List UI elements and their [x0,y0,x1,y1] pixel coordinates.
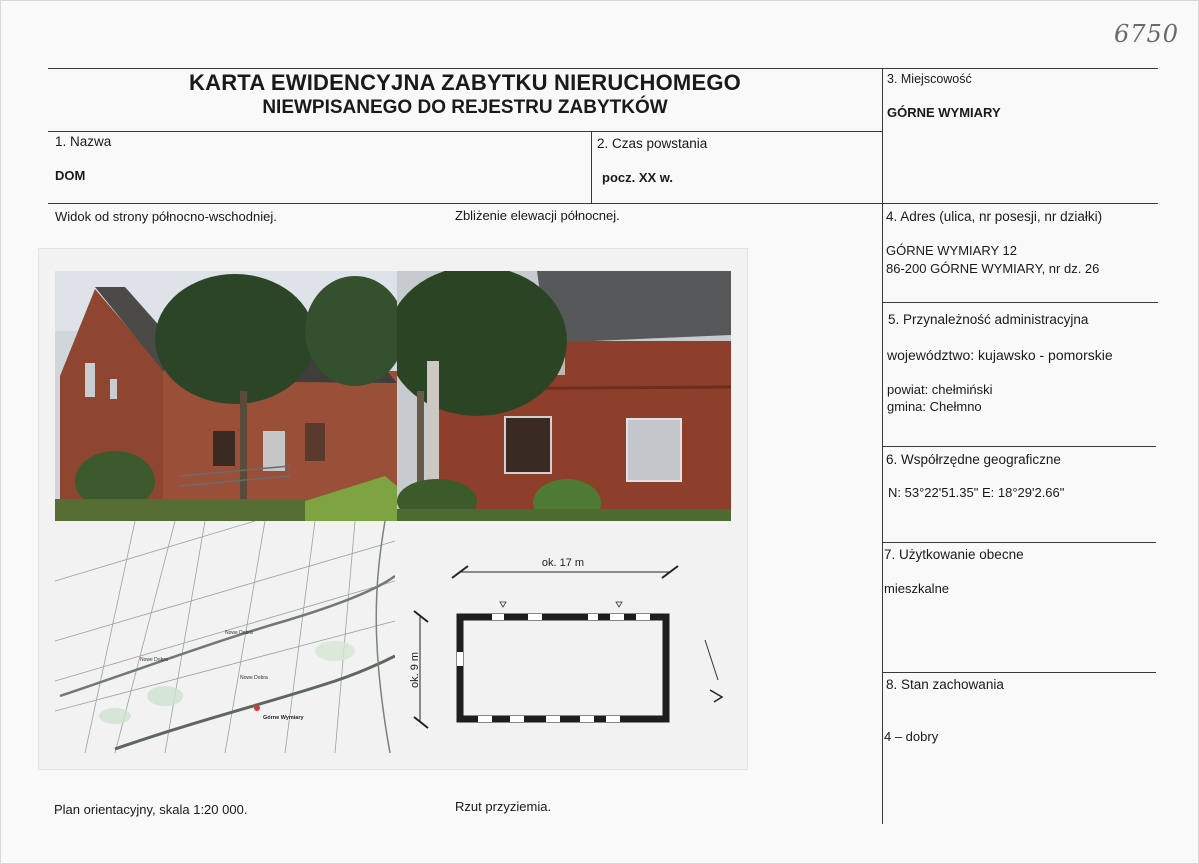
view1-caption: Widok od strony północno-wschodniej. [55,209,277,224]
address-bottom-rule [882,302,1158,303]
period-divider [591,131,592,203]
usage-bottom-rule [882,672,1156,673]
house-photo-northeast [55,271,397,521]
period-value: pocz. XX w. [602,170,674,185]
period-label: 2. Czas powstania [597,136,708,151]
card-subtitle: NIEWPISANEGO DO REJESTRU ZABYTKÓW [262,97,668,118]
width-dimension-label: ok. 17 m [541,557,585,569]
locality-label: 3. Miejscowość [887,72,972,86]
floor-plan [400,540,740,760]
name-value: DOM [55,168,86,183]
map-label-3: Nowe Dobra [240,675,268,681]
admin-bottom-rule [882,446,1156,447]
map-label-1: Nowe Dobra [225,630,253,636]
right-column-rule [882,68,883,824]
usage-label: 7. Użytkowanie obecne [884,547,1024,562]
usage-value: mieszkalne [884,581,950,596]
view2-caption: Zbliżenie elewacji północnej. [455,208,620,223]
condition-value: 4 – dobry [884,729,939,744]
orientation-map [55,521,395,753]
floor-caption: Rzut przyziemia. [455,799,552,814]
address-line1: GÓRNE WYMIARY 12 [886,243,1017,258]
coords-bottom-rule [882,542,1156,543]
county-value: powiat: chełmiński [887,382,993,397]
name-bottom-rule [48,203,1158,204]
admin-label: 5. Przynależność administracyjna [888,312,1089,327]
map-label-4: Górne Wymiary [263,715,304,721]
condition-label: 8. Stan zachowania [886,677,1004,692]
name-label: 1. Nazwa [55,134,112,149]
voivodeship-value: województwo: kujawsko - pomorskie [887,347,1113,363]
house-photo-north-elevation [397,271,731,521]
locality-value: GÓRNE WYMIARY [887,105,1001,120]
coords-value: N: 53°22'51.35" E: 18°29'2.66" [888,485,1065,500]
address-line2: 86-200 GÓRNE WYMIARY, nr dz. 26 [886,261,1100,276]
coords-label: 6. Współrzędne geograficzne [886,452,1061,467]
address-label: 4. Adres (ulica, nr posesji, nr działki) [886,209,1103,224]
height-dimension-label: ok. 9 m [409,651,421,689]
inventory-number: 6750 [1114,20,1180,48]
card-title: KARTA EWIDENCYJNA ZABYTKU NIERUCHOMEGO [189,70,741,95]
title-bottom-rule [48,131,882,132]
top-rule [48,68,1158,69]
commune-value: gmina: Chełmno [887,399,982,414]
plan-caption: Plan orientacyjny, skala 1:20 000. [54,802,248,817]
map-label-2: Nowe Dobra [140,657,168,663]
